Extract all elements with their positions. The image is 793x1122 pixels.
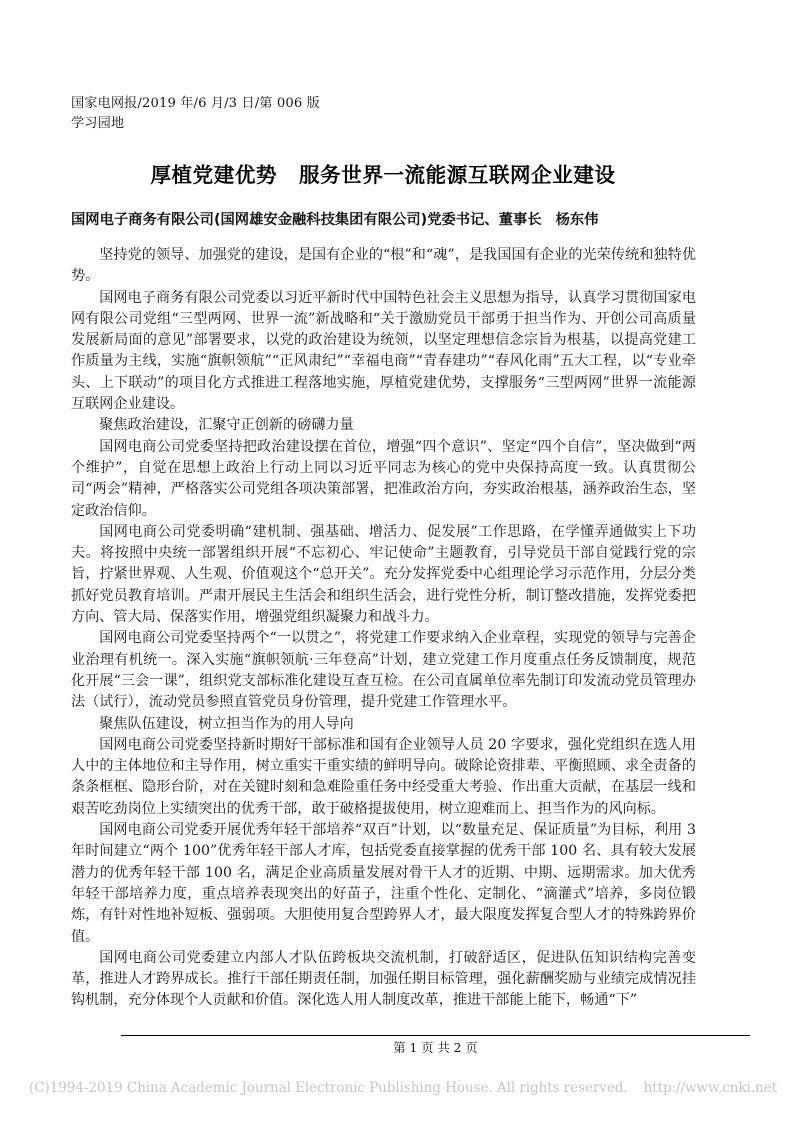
byline-author: 杨东伟 xyxy=(555,212,599,228)
body-paragraph: 坚持党的领导、加强党的建设，是国有企业的“根”和“魂”，是我国国有企业的光荣传统和独特优势。 xyxy=(71,247,696,285)
section-subheading: 聚焦队伍建设，树立担当作为的用人导向 xyxy=(99,715,354,732)
page-number: 第 1 页 共 2 页 xyxy=(393,1041,478,1055)
footer-divider xyxy=(121,1035,750,1036)
page-title xyxy=(71,160,695,190)
page-title-part1: 厚植党建优势 xyxy=(150,163,278,187)
page-title-part2: 服务世界一流能源互联网企业建设 xyxy=(299,163,616,187)
byline xyxy=(71,208,695,232)
cnki-url: http://www.cnki.net xyxy=(643,1080,777,1096)
body-paragraph: 国网电商公司党委建立内部人才队伍跨板块交流机制，打破舒适区，促进队伍知识结构完善变革，推进人才跨界成长。推行干部任期责任制，加强任期目标管理，强化薪酬奖励与业绩完成情况挂钩机制，充分体现个人贡献和价值。深化选人用人制度改革，推进干部能上能下，畅通“下” xyxy=(71,949,696,1009)
article-body xyxy=(71,245,696,1012)
body-paragraph: 国网电商公司党委坚持把政治建设摆在首位，增强“四个意识”、坚定“四个自信”，坚决做到“两个维护”，自觉在思想上政治上行动上同以习近平同志为核心的党中央保持高度一致。认真贯彻公司“两会”精神，严格落实公司党组各项决策部署，把准政治方向，夯实政治根基，涵养政治生态，坚定政治信仰。 xyxy=(71,438,696,519)
body-paragraph: 国网电商公司党委坚持新时期好干部标准和国有企业领导人员 20 字要求，强化党组织在选人用人中的主体地位和主导作用，树立重实干重实绩的鲜明导向。破除论资排辈、平衡照顾、求全责备的条条框框、隐形台阶，对在关键时刻和急难险重任务中经受重大考验、作出重大贡献，在基层一线和艰苦吃劲岗位上实绩突出的优秀干部，敢于破格提拔使用，树立迎难而上、担当作为的风向标。 xyxy=(71,736,696,817)
byline-affiliation: 国网电子商务有限公司(国网雄安金融科技集团有限公司)党委书记、董事长 xyxy=(71,212,542,228)
section-subheading: 聚焦政治建设，汇聚守正创新的磅礴力量 xyxy=(99,417,354,434)
body-paragraph: 国网电商公司党委明确“建机制、强基础、增活力、促发展”工作思路，在学懂弄通做实上下功夫。将按照中央统一部署组织开展“不忘初心、牢记使命”主题教育，引导党员干部自觉践行党的宗旨，拧紧世界观、人生观、价值观这个“总开关”。充分发挥党委中心组理论学习示范作用，分层分类抓好党员教育培训。严肃开展民主生活会和组织生活会，进行党性分析，制订整改措施，发挥党委把方向、管大局、保落实作用，增强党组织凝聚力和战斗力。 xyxy=(71,523,696,626)
masthead-column-line: 学习园地 xyxy=(71,116,125,131)
masthead xyxy=(71,94,695,134)
body-paragraph: 国网电子商务有限公司党委以习近平新时代中国特色社会主义思想为指导，认真学习贯彻国家电网有限公司党组“三型两网、世界一流”新战略和“关于激励党员干部勇于担当作为、开创公司高质量发展新局面的意见”部署要求，以党的政治建设为统领，以坚定理想信念宗旨为根基，以提高党建工作质量为主线，实施“旗帜领航”“正风肃纪”“幸福电商”“青春建功”“春风化雨”五大工程，以“专业牵头、上下联动”的项目化方式推进工程落地实施，厚植党建优势，支撑服务“三型两网”世界一流能源互联网企业建设。 xyxy=(71,289,696,413)
body-paragraph: 国网电商公司党委坚持两个“一以贯之”，将党建工作要求纳入企业章程，实现党的领导与完善企业治理有机统一。深入实施“旗帜领航·三年登高”计划，建立党建工作月度重点任务反馈制度，规范化开展“三会一课”，组织党支部标准化建设互查互检。在公司直属单位率先制订印发流动党员管理办法（试行），流动党员参照直管党员身份管理，提升党建工作管理水平。 xyxy=(71,630,696,711)
copyright-footer xyxy=(29,1079,777,1097)
body-paragraph: 国网电商公司党委开展优秀年轻干部培养“双百”计划，以“数量充足、保证质量”为目标，利用 3 年时间建立“两个 100”优秀年轻干部人才库，包括党委直接掌握的优秀干部 100 名、具有较大发展潜力的优秀年轻干部 100 名，满足企业高质量发展对骨干人才的近期、中期、远期需求。加大优秀年轻干部培养力度，重点培养表现突出的好苗子，注重个性化、定制化、“滴灌式”培养，多岗位锻炼，有针对性地补短板、强弱项。大胆使用复合型跨界人才，最大限度发挥复合型人才的特殊跨界价值。 xyxy=(71,822,696,945)
copyright-text: (C)1994-2019 China Academic Journal Electronic Publishing House. All rights reserved. xyxy=(29,1080,628,1096)
masthead-source-line: 国家电网报/2019 年/6 月/3 日/第 006 版 xyxy=(71,96,320,111)
